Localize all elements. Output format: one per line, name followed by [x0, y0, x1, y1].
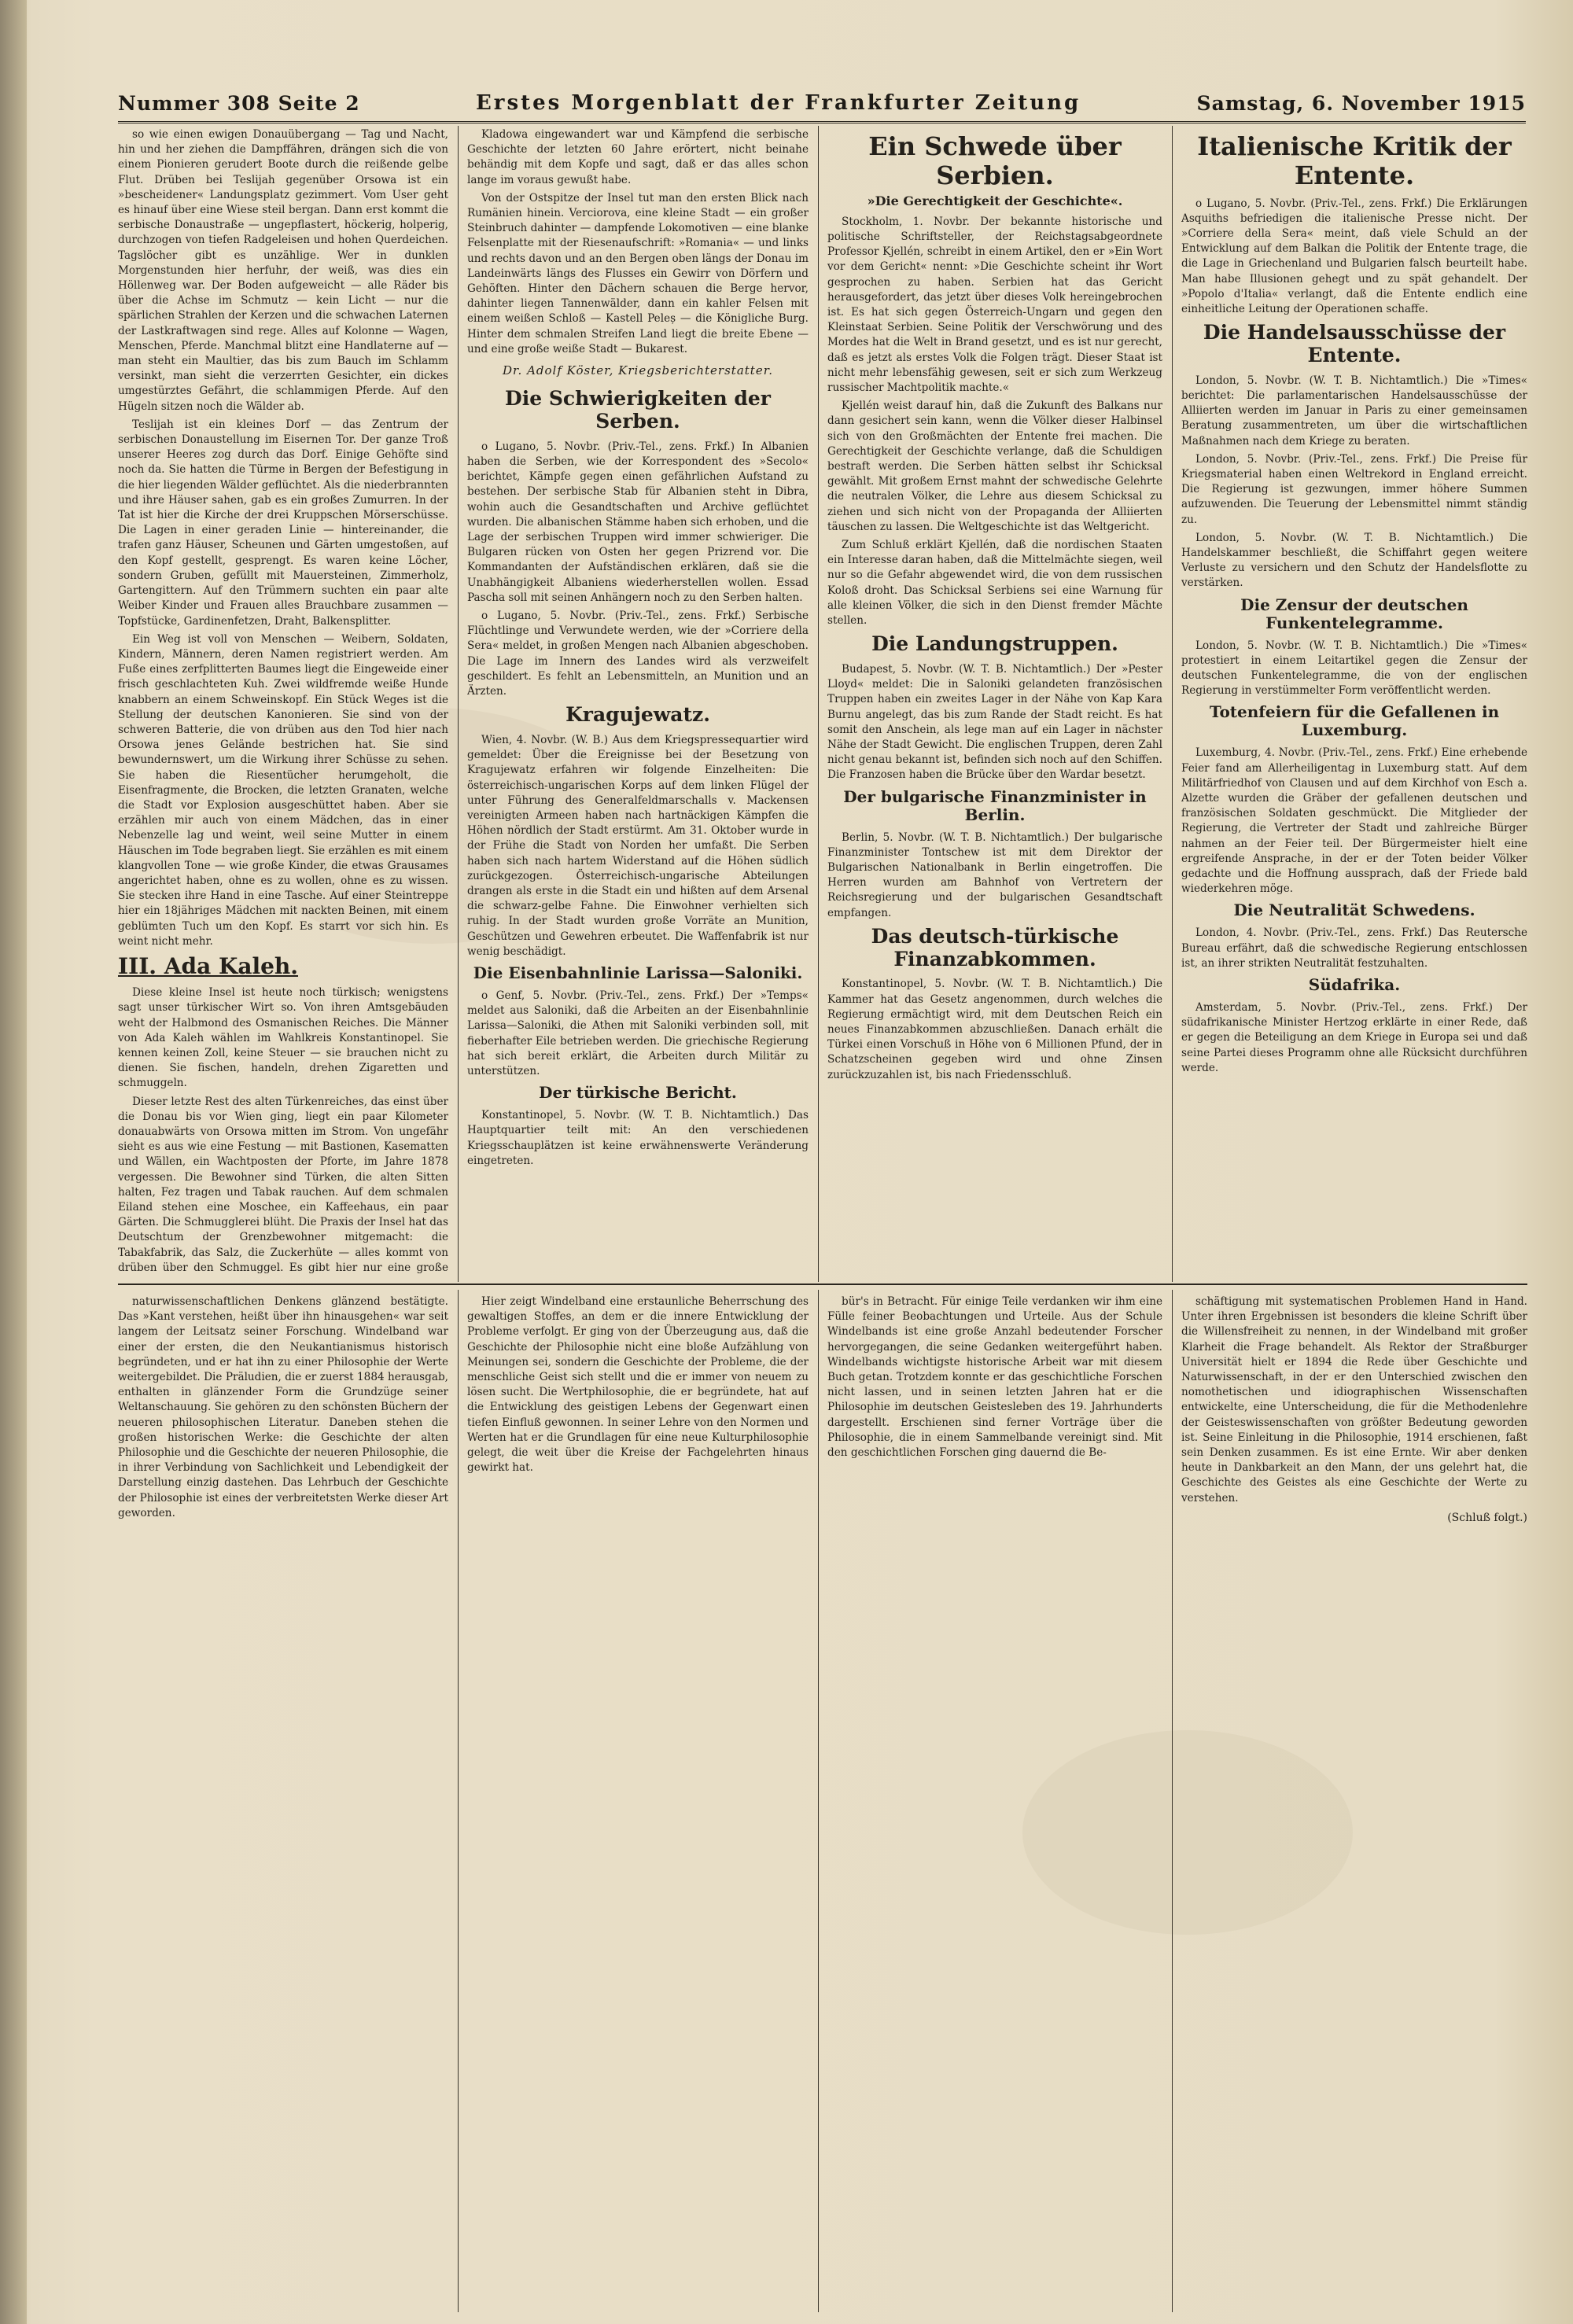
article-heading: Die Handelsausschüsse der Entente. — [1203, 321, 1506, 366]
author-signature: Dr. Adolf Köster, Kriegsberichterstatter. — [503, 363, 773, 378]
article-heading: Südafrika. — [1308, 975, 1401, 995]
paragraph: London, 4. Novbr. (Priv.-Tel., zens. Frkf.) Das Reutersche Bureau erfährt, daß die schwedische Regierung entschlossen ist, an ihrer strikten Neutralität festzuhalten. — [1181, 926, 1527, 970]
paragraph: o Lugano, 5. Novbr. (Priv.-Tel., zens. Frkf.) Serbische Flüchtlinge und Verwundete werden, wie der »Corriere della Sera« meldet, in großen Mengen nach Albanien abgeschoben. Die Lage im Innern des Landes wird als verzweifelt geschildert. Es fehlt an Lebensmitteln, an Munition und an Ärzten. — [467, 609, 809, 698]
article-column-3 — [827, 127, 1162, 1277]
article-heading: Die Schwierigkeiten der Serben. — [505, 387, 771, 433]
feuilleton-column-2 — [467, 1295, 809, 2309]
paragraph: London, 5. Novbr. (Priv.-Tel., zens. Frkf.) Die Preise für Kriegsmaterial haben einen Weltrekord in England erreicht. Die Regierung ist gezwungen, immer höhere Summen aufzuwenden. Die Teuerung der Lebensmittel nimmt ständig zu. — [1181, 452, 1527, 526]
paragraph: Ein Weg ist voll von Menschen — Weibern, Soldaten, Kindern, Männern, deren Namen registriert werden. Am Fuße eines zerfplitterten Baumes liegt die Eingeweide einer frisch geschlachteten Kuh. Zwei wildfremde weiße Hunde knabbern an einem Schweinskopf. Ein Stück Weges ist die Stellung der deutschen Kanonieren. Sie sind von der schweren Batterie, die von drüben aus den Tod hier nach Orsowa jenes Gelände bestrichen hat. Sie sind bewundernswert, um die Wirkung ihrer Schüsse zu sehen. Sie haben die Riesentücher herumgeholt, die Eisenfragmente, die Brocken, die letzten Granaten, welche die Stadt vor Explosion ausgeschüttet haben. Aber sie erzählen mir auch von einem Mädchen, das in einer Nebenzelle lag und weint, weil seine Mutter in einem Häuschen im Tode begraben liegt. Sie erzählen es mit einem klangvollen Tone — wie große Kinder, die etwas Grausames angerichtet haben, ohne es zu wollen, ohne es zu wissen. Sie stecken ihre Hand in eine Tasche. Auf einer Steintreppe hier ein 18jähriges Mädchen mit nackten Beinen, mit einem geblümten Tuch um den Kopf. Es starrt vor sich hin. Es weint nicht mehr. — [118, 632, 448, 948]
paragraph: Hier zeigt Windelband eine erstaunliche Beherrschung des gewaltigen Stoffes, an dem er die innere Entwicklung der Probleme verfolgt. Er ging von der Überzeugung aus, daß die Geschichte der Philosophie nicht eine bloße Aufzählung von Meinungen sei, sondern die Geschichte der Probleme, die der menschliche Geist sich stellt und die er immer von neuem zu lösen sucht. Die Wertphilosophie, die er begründete, hat auf die Entwicklung des geistigen Lebens der Gegenwart einen tiefen Einfluß gewonnen. In seiner Lehre von den Normen und Werten hat er die Grundlagen für eine neue Kulturphilosophie gelegt, die weit über die Kreise der Fachgelehrten hinaus gewirkt hat. — [467, 1295, 809, 1475]
feuilleton-divider — [118, 1284, 1527, 1285]
article-column-1 — [118, 127, 448, 1277]
paragraph: Luxemburg, 4. Novbr. (Priv.-Tel., zens. Frkf.) Eine erhebende Feier fand am Allerheiligentag in Luxemburg statt. Auf dem Militärfriedhof von Clausen und auf dem Kirchhof von Esch a. Alzette wurden die Gräber der gefallenen deutschen und französischen Soldaten geschmückt. Die Mitglieder der Regierung, die Vertreter der Stadt und zahlreiche Bürger nahmen an der Feier teil. Der Bürgermeister hielt eine ergreifende Ansprache, in der er der Toten beider Völker gedachte und die Hoffnung aussprach, daß der Friede bald wiederkehren möge. — [1181, 746, 1527, 896]
paper-title: Erstes Morgenblatt der Frankfurter Zeitung — [475, 91, 1081, 115]
paragraph: naturwissenschaftlichen Denkens glänzend bestätigte. Das »Kant verstehen, heißt über ihn hinausgehen« war seit langem der Leitsatz seiner Forschung. Windelband war einer der ersten, die den Neukantianismus historisch begründeten, und er hat ihn zu einer Philosophie der Werte weitergebildet. Die Präludien, die er zuerst 1884 herausgab, enthalten in glänzender Form die Grundzüge seiner Weltanschauung. Sie gehören zu den schönsten Büchern der neueren philosophischen Literatur. Daneben stehen die großen historischen Werke: die Geschichte der alten Philosophie und die Geschichte der neueren Philosophie, die in ihrer Verbindung von Sachlichkeit und Lebendigkeit der Darstellung einzig dastehen. Das Lehrbuch der Geschichte der Philosophie ist eines der verbreitetsten Werke dieser Art geworden. — [118, 1295, 448, 1519]
paragraph: Amsterdam, 5. Novbr. (Priv.-Tel., zens. Frkf.) Der südafrikanische Minister Hertzog erklärte in einer Rede, daß er gegen die Beteiligung an dem Kriege in Europa sei und daß seine Partei dieses Programm ohne alle Rücksicht durchführen werde. — [1181, 1001, 1527, 1074]
article-subheading: »Die Gerechtigkeit der Geschichte«. — [867, 193, 1123, 208]
issue-date: Samstag, 6. November 1915 — [1196, 91, 1526, 115]
binding-edge — [0, 0, 27, 2324]
paragraph: Wien, 4. Novbr. (W. B.) Aus dem Kriegspressequartier wird gemeldet: Über die Ereignisse bei der Besetzung von Kragujewatz erfahren wir folgende Einzelheiten: Die österreichisch-ungarischen Korps auf dem linken Flügel der unter Führung des Generalfeldmarschalls v. Mackensen vereinigten Armeen haben nach hartnäckigen Kämpfen die Höhen nördlich der Stadt erstürmt. Am 31. Oktober wurde in der Frühe die Stadt von Norden her umfaßt. Die Serben haben sich nach hartem Widerstand auf die Höhen südlich zurückgezogen. Österreichisch-ungarische Abteilungen drangen als erste in die Stadt ein und hißten auf dem Arsenal die schwarz-gelbe Fahne. Die Einwohner verhielten sich ruhig. In der Stadt wurden große Vorräte an Munition, Geschützen und Gewehren erbeutet. Die Waffenfabrik ist nur wenig beschädigt. — [467, 733, 809, 958]
article-heading: Ein Schwede über Serbien. — [868, 131, 1122, 190]
paragraph: London, 5. Novbr. (W. T. B. Nichtamtlich.) Die »Times« berichtet: Die parlamentarischen Handelsausschüsse der Alliierten werden im Januar in Paris zu einer gemeinsamen Beratung zusammentreten, um über die wirtschaftlichen Maßnahmen nach dem Kriege zu beraten. — [1181, 374, 1527, 447]
article-heading: Die Landungstruppen. — [871, 632, 1118, 656]
column-rule — [458, 126, 459, 1282]
paragraph: Konstantinopel, 5. Novbr. (W. T. B. Nichtamtlich.) Die Kammer hat das Gesetz angenommen, durch welches die Regierung ermächtigt wird, mit dem Deutschen Reich ein neues Finanzabkommen abzuschließen. Danach erhält die Türkei einen Vorschuß in Höhe von 6 Millionen Pfund, der in Schatzscheinen gegeben wird und ohne Zinsen zurückzuzahlen ist, bis nach Friedensschluß. — [827, 978, 1162, 1081]
column-rule — [1172, 126, 1173, 1282]
paragraph: Konstantinopel, 5. Novbr. (W. T. B. Nichtamtlich.) Das Hauptquartier teilt mit: An den verschiedenen Kriegsschauplätzen ist keine erwähnenswerte Veränderung eingetreten. — [467, 1109, 809, 1167]
section-heading: III. Ada Kaleh. — [118, 952, 299, 979]
feuilleton-column-4 — [1181, 1295, 1527, 2309]
paragraph: Berlin, 5. Novbr. (W. T. B. Nichtamtlich.) Der bulgarische Finanzminister Tontschew ist mit dem Direktor der Bulgarischen Nationalbank in Berlin eingetroffen. Die Herren wurden am Bahnhof von Vertretern der Reichsregierung und der bulgarischen Gesandtschaft empfangen. — [827, 831, 1162, 919]
feuilleton-column-1 — [118, 1295, 448, 2309]
issue-number: Nummer 308 Seite 2 — [118, 91, 360, 115]
article-heading: Das deutsch-türkische Finanzabkommen. — [871, 924, 1119, 970]
paragraph: Diese kleine Insel ist heute noch türkisch; wenigstens sagt unser türkischer Wirt so. Von ihren Amtsgebäuden weht der Halbmond des Osmanischen Reiches. Die Männer von Ada Kaleh wählen im Wahlkreis Konstantinopel. Sie kennen keinen Zoll, keine Steuer — sie brauchen nicht zu dienen. Sie fischen, handeln, drehen Zigaretten und schmuggeln. — [118, 986, 448, 1090]
article-heading: Italienische Kritik der Entente. — [1197, 131, 1512, 190]
continued-note: (Schluß folgt.) — [1447, 1511, 1527, 1524]
paragraph: Dieser letzte Rest des alten Türkenreiches, das einst über die Donau bis vor Wien ging, liegt ein paar Kilometer donauabwärts von Orsowa mitten im Strom. Von ungefähr sieht es aus wie eine Festung — mit Bastionen, Kasematten und Wällen, ein Wachtposten der Pforte, im Jahre 1878 vergessen. Die Bewohner sind Türken, die alten Sitten halten, Fez tragen und Tabak rauchen. Auf dem schmalen Eiland stehen eine Moschee, ein Kaffeehaus, ein paar Gärten. Die Schmugglerei blüht. Die Praxis der Insel hat das Deutschtum der Grenzbewohner mitgemacht: die Tabakfabrik, das Salz, die Zuckerhüte — alles kommt von drüben über den Schmuggel. Es gibt hier nur eine große — [118, 1095, 448, 1274]
article-column-4 — [1181, 127, 1527, 1277]
paragraph: Kjellén weist darauf hin, daß die Zukunft des Balkans nur dann gesichert sein kann, wenn die Völker dieser Halbinsel sich von den Großmächten der Entente frei machen. Die Gerechtigkeit der Geschichte verlange, daß die Schuldigen bestraft werden. Die Serben hätten selbst ihr Schicksal gewählt. Mit großem Ernst mahnt der schwedische Gelehrte die neutralen Völker, die Lehre aus diesem Schicksal zu ziehen und sich nicht von der Propaganda der Alliierten täuschen zu lassen. Die Weltgeschichte ist das Weltgericht. — [827, 400, 1162, 533]
column-rule — [818, 1290, 819, 2312]
paragraph: so wie einen ewigen Donauübergang — Tag und Nacht, hin und her ziehen die Dampffähren, drängen sich die von einem Pionieren gerudert Boote durch die reißende gelbe Flut. Drüben bei Teslijah gegenüber Orsowa ist ein »bescheidener« Landungsplatz gezimmert. Vom User geht es hinauf über eine Wiese steil bergan. Dann erst kommt die serbische Donaustraße — ungepflastert, höckerig, holperig, durchzogen von tiefen Radgeleisen und hohen Querdeichen. Tagslöcher gibt es unzählige. Wer in dunklen Morgenstunden hier herfuhr, der weiß, was dies ein Höllenweg war. Der Boden aufgeweicht — alle Räder bis über die Achse im Schmutz — kein Licht — nur die spärlichen Strahlen der Kerzen und die schwachen Laternen der Lastkraftwagen sind rege. Alles auf Kolonne — Wagen, Menschen, Pferde. Manchmal blitzt eine Handlaterne auf — man steht ein Maultier, das bis zum Bauch im Schlamm versinkt, man sieht die verzerrten Gesichter, ein dickes umgestürztes Gefährt, die schlammigen Pferde. Auf den Hügeln sitzen noch die Wälder ab. — [118, 128, 448, 413]
article-heading: Der bulgarische Finanzminister in Berlin. — [843, 786, 1147, 824]
article-heading: Die Neutralität Schwedens. — [1233, 901, 1475, 920]
paragraph: schäftigung mit systematischen Problemen Hand in Hand. Unter ihren Ergebnissen ist besonders die kleine Schrift über die Willensfreiheit zu nennen, in der Windelband mit großer Klarheit die Frage behandelt. Als Rektor der Straßburger Universität hielt er 1894 die Rede über Geschichte und Naturwissenschaft, in der er den Unterschied zwischen den nomothetischen und idiographischen Wissenschaften entwickelte, eine Unterscheidung, die für die Methodenlehre der Geisteswissenschaften von größter Bedeutung geworden ist. Seine Einleitung in die Philosophie, 1914 erschienen, faßt sein Denken zusammen. Es ist eine Ernte. Wir aber denken heute in Dankbarkeit an den Mann, der uns gelehrt hat, die Geschichte des Geistes als eine Geschichte der Werte zu verstehen. — [1181, 1295, 1527, 1505]
paragraph: Von der Ostspitze der Insel tut man den ersten Blick nach Rumänien hinein. Verciorova, eine kleine Stadt — ein großer Steinbruch dahinter — dampfende Lokomotiven — eine blanke Felsenplatte mit der Riesenaufschrift: »Romania« — und links und rechts davon und an den Bergen oben längs der Donau im Landeinwärts längs des Flusses ein Gewirr von Dörfern und Gehöften. Hinter den Dächern schauen die Berge hervor, dahinter liegen Tannenwälder, dann ein kahler Felsen mit einem weißen Schloß — Kastell Peleș — die Königliche Burg. Hinter dem schmalen Streifen Land liegt die breite Ebene — und eine große weiße Stadt — Bukarest. — [467, 191, 809, 355]
article-heading: Kragujewatz. — [565, 703, 710, 727]
article-column-2 — [467, 127, 809, 1277]
paragraph: Teslijah ist ein kleines Dorf — das Zentrum der serbischen Donaustellung im Eisernen Tor. Der ganze Troß unserer Heeres zog durch das Dorf. Einige Gehöfte sind noch da. Sie hatten die Türme in Bergen der Befestigung in die hier liegenden Wälder geflüchtet. Als die niederbrannten und ihre Häuser sahen, gab es ein großes Zumurren. In der Tat ist hier die Kirche der drei Kruppschen Mörserschüsse. Die Lagen in einer geraden Linie — hintereinander, die trafen ganz Häuser, Scheunen und Gärten umgestoßen, auf den Kopf gestellt, gesprengt. Es waren keine Löcher, sondern Gruben, gefüllt mit Mauersteinen, Zimmerholz, Gartengittern. Auf den Trümmern suchten ein paar alte Weiber Kinder und Frauen alles Brauchbare zusammen — Topfstücke, Gardinenfetzen, Draht, Balkensplitter. — [118, 418, 448, 628]
masthead — [118, 85, 1526, 123]
paragraph: o Lugano, 5. Novbr. (Priv.-Tel., zens. Frkf.) Die Erklärungen Asquiths befriedigen die italienische Presse nicht. Der »Corriere della Sera« meint, daß viele Schuld an der Entwicklung auf dem Balkan die Politik der Entente trage, die die Lage in Griechenland und Bulgarien falsch beurteilt habe. Man habe Illusionen gehegt und zu spät gehandelt. Der »Popolo d'Italia« verlangt, daß die Entente endlich eine einheitliche Leitung der Operationen schaffe. — [1181, 197, 1527, 316]
paragraph: Zum Schluß erklärt Kjellén, daß die nordischen Staaten ein Interesse daran haben, daß die Mittelmächte siegen, weil nur so die Gefahr abgewendet wird, die von dem russischen Koloß droht. Das Schicksal Serbiens sei eine Warnung für alle kleinen Völker, die sich in den Dienst fremder Mächte stellen. — [827, 539, 1162, 628]
article-heading: Totenfeiern für die Gefallenen in Luxemburg. — [1209, 702, 1500, 740]
paragraph: o Genf, 5. Novbr. (Priv.-Tel., zens. Frkf.) Der »Temps« meldet aus Saloniki, daß die Arbeiten an der Eisenbahnlinie Larissa—Saloniki, die Athen mit Saloniki verbinden soll, mit fieberhafter Eile betrieben werden. Die griechische Regierung hat sich bereit erklärt, die Arbeiten durch Militär zu unterstützen. — [467, 989, 809, 1078]
article-heading: Die Zensur der deutschen Funkentelegramme. — [1240, 595, 1468, 632]
article-heading: Der türkische Bericht. — [539, 1083, 737, 1103]
column-rule — [1172, 1290, 1173, 2312]
paragraph: Kladowa eingewandert war und Kämpfend die serbische Geschichte der letzten 60 Jahre erörtert, nicht beinahe behändig mit dem Kopfe und sagt, daß er das alles schon lange im voraus gewußt habe. — [467, 128, 809, 186]
column-rule — [458, 1290, 459, 2312]
paragraph: London, 5. Novbr. (W. T. B. Nichtamtlich.) Die Handelskammer beschließt, die Schiffahrt gegen weitere Verluste zu versichern und den Schutz der Handelsflotte zu verstärken. — [1181, 531, 1527, 590]
paragraph: Budapest, 5. Novbr. (W. T. B. Nichtamtlich.) Der »Pester Lloyd« meldet: Die in Saloniki gelandeten französischen Truppen haben ein zweites Lager in der Nähe von Kap Kara Burnu angelegt, das bis zum Rande der Stadt reicht. Es hat somit den Anschein, als lege man auf ein Lager in nächster Nähe der Stadt Gewicht. Die englischen Truppen, deren Zahl nicht genau bekannt ist, befinden sich noch auf den Schiffen. Die Franzosen haben die Brücke über den Wardar besetzt. — [827, 663, 1162, 782]
paragraph: bür's in Betracht. Für einige Teile verdanken wir ihm eine Fülle feiner Beobachtungen und Urteile. Aus der Schule Windelbands ist eine große Anzahl bedeutender Forscher hervorgegangen, die seine Gedanken weitergeführt haben. Windelbands wichtigste historische Arbeit war mit diesem Buch getan. Trotzdem konnte er das geschichtliche Forschen nicht lassen, und in seinen letzten Jahren hat er die Philosophie im deutschen Geistesleben des 19. Jahrhunderts dargestellt. Erschienen sind ferner Vorträge über die Philosophie, die in einem Sammelbande vereinigt sind. Mit den geschichtlichen Forschen ging dauernd die Be- — [827, 1295, 1162, 1460]
paragraph: Stockholm, 1. Novbr. Der bekannte historische und politische Schriftsteller, der Reichstagsabgeordnete Professor Kjellén, schreibt in einem Artikel, den er »Ein Wort vor dem Gericht« nennt: »Die Geschichte scheint ihr Wort gesprochen zu haben. Serbien hat das Gericht herausgefordert, das jetzt über dieses Volk hereingebrochen ist. Es hat sich gegen Österreich-Ungarn und gegen den Kleinstaat Serbien. Seine Politik der Verschwörung und des Mordes hat die Welt in Brand gesetzt, und es ist nur gerecht, daß es jetzt als erstes Volk die Folgen trägt. Dieser Staat ist nicht mehr lebensfähig gewesen, seit er sich zum Werkzeug russischer Machtpolitik machte.« — [827, 215, 1162, 395]
paragraph: o Lugano, 5. Novbr. (Priv.-Tel., zens. Frkf.) In Albanien haben die Serben, wie der Korrespondent des »Secolo« berichtet, Kämpfe gegen einen gefährlichen Aufstand zu bestehen. Der serbische Stab für Albanien steht in Dibra, wohin auch die Gesandtschaften und Archive geflüchtet wurden. Die albanischen Stämme haben sich erhoben, und die Lage der serbischen Truppen wird immer schwieriger. Die Bulgaren rücken von Osten her gegen Prizrend vor. Die Kommandanten der Aufständischen erklären, daß sie die Unabhängigkeit Albaniens wiederherstellen wollen. Essad Pascha soll mit seinen Anhängern noch zu den Serben halten. — [467, 440, 809, 604]
column-rule — [818, 126, 819, 1282]
article-heading: Die Eisenbahnlinie Larissa—Saloniki. — [473, 963, 803, 982]
paragraph: London, 5. Novbr. (W. T. B. Nichtamtlich.) Die »Times« protestiert in einem Leitartikel gegen die Zensur der deutschen Funkentelegramme, die von der englischen Regierung in verstümmelter Form veröffentlicht werden. — [1181, 639, 1527, 698]
feuilleton-column-3 — [827, 1295, 1162, 2309]
